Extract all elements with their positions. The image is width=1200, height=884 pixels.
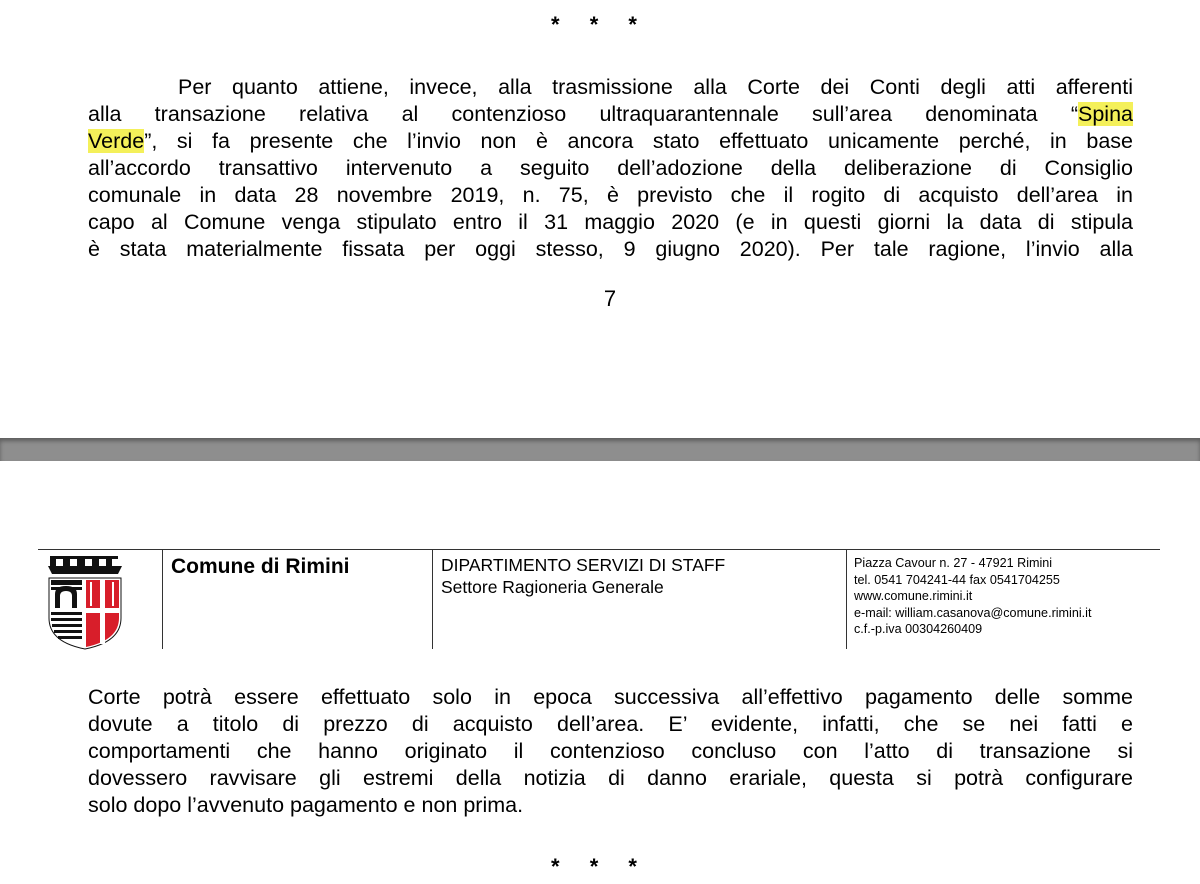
paragraph-line: Corte potrà essere effettuato solo in epoca successiva all’effettivo pagamento delle somme [88, 685, 1133, 709]
letterhead-divider [846, 549, 847, 649]
paragraph-line: comportamenti che hanno originato il contenzioso concluso con l’atto di transazione si [88, 739, 1133, 763]
municipality-name: Comune di Rimini [171, 555, 350, 578]
section-separator-top: * * * [551, 12, 649, 37]
paragraph-transmission [88, 74, 1133, 263]
paragraph-text: ”, si fa presente che l’invio non è ancora stato effettuato unicamente perché, in base [144, 129, 1133, 153]
letterhead-divider [432, 549, 433, 649]
paragraph-line: Per quanto attiene, invece, alla trasmissione alla Corte dei Conti degli atti afferenti [178, 75, 1133, 99]
paragraph-line [88, 128, 1133, 155]
paragraph-line: comunale in data 28 novembre 2019, n. 75, è previsto che il rogito di acquisto dell’area in [88, 183, 1133, 207]
rimini-coat-of-arms-icon [46, 556, 124, 650]
paragraph-line: dovute a titolo di prezzo di acquisto dell’area. E’ evidente, infatti, che se nei fatti e [88, 712, 1133, 736]
phone-fax: tel. 0541 704241-44 fax 0541704255 [854, 572, 1060, 587]
paragraph-line [88, 101, 1133, 128]
department-name: DIPARTIMENTO SERVIZI DI STAFF [441, 555, 726, 575]
sector-name: Settore Ragioneria Generale [441, 577, 664, 597]
email: e-mail: william.casanova@comune.rimini.it [854, 605, 1092, 620]
page-break-bar [0, 438, 1200, 461]
paragraph-line: all’accordo transattivo intervenuto a seguito dell’adozione della deliberazione di Consiglio [88, 156, 1133, 180]
website: www.comune.rimini.it [854, 589, 973, 603]
paragraph-continuation [88, 684, 1133, 819]
paragraph-line: solo dopo l’avvenuto pagamento e non prima. [88, 793, 524, 817]
department-block [441, 554, 725, 598]
tax-id: c.f.-p.iva 00304260409 [854, 622, 983, 636]
highlighted-text: Verde [88, 129, 145, 153]
paragraph-text: alla transazione relativa al contenzioso ultraquarantennale sull’area denominata “ [88, 102, 1078, 126]
paragraph-line: capo al Comune venga stipulato entro il 31 maggio 2020 (e in questi giorni la data di stipula [88, 210, 1133, 234]
section-separator-bottom: * * * [551, 854, 649, 879]
highlighted-text: Spina [1078, 102, 1133, 126]
address: Piazza Cavour n. 27 - 47921 Rimini [854, 556, 1053, 570]
contact-block [854, 555, 1091, 638]
paragraph-line: è stata materialmente fissata per oggi stesso, 9 giugno 2020). Per tale ragione, l’invio alla [88, 237, 1133, 261]
letterhead-rule [38, 549, 1160, 550]
letterhead-divider [162, 549, 163, 649]
paragraph-line: dovessero ravvisare gli estremi della notizia di danno erariale, questa si potrà configurare [88, 766, 1133, 790]
page-number: 7 [603, 286, 617, 311]
